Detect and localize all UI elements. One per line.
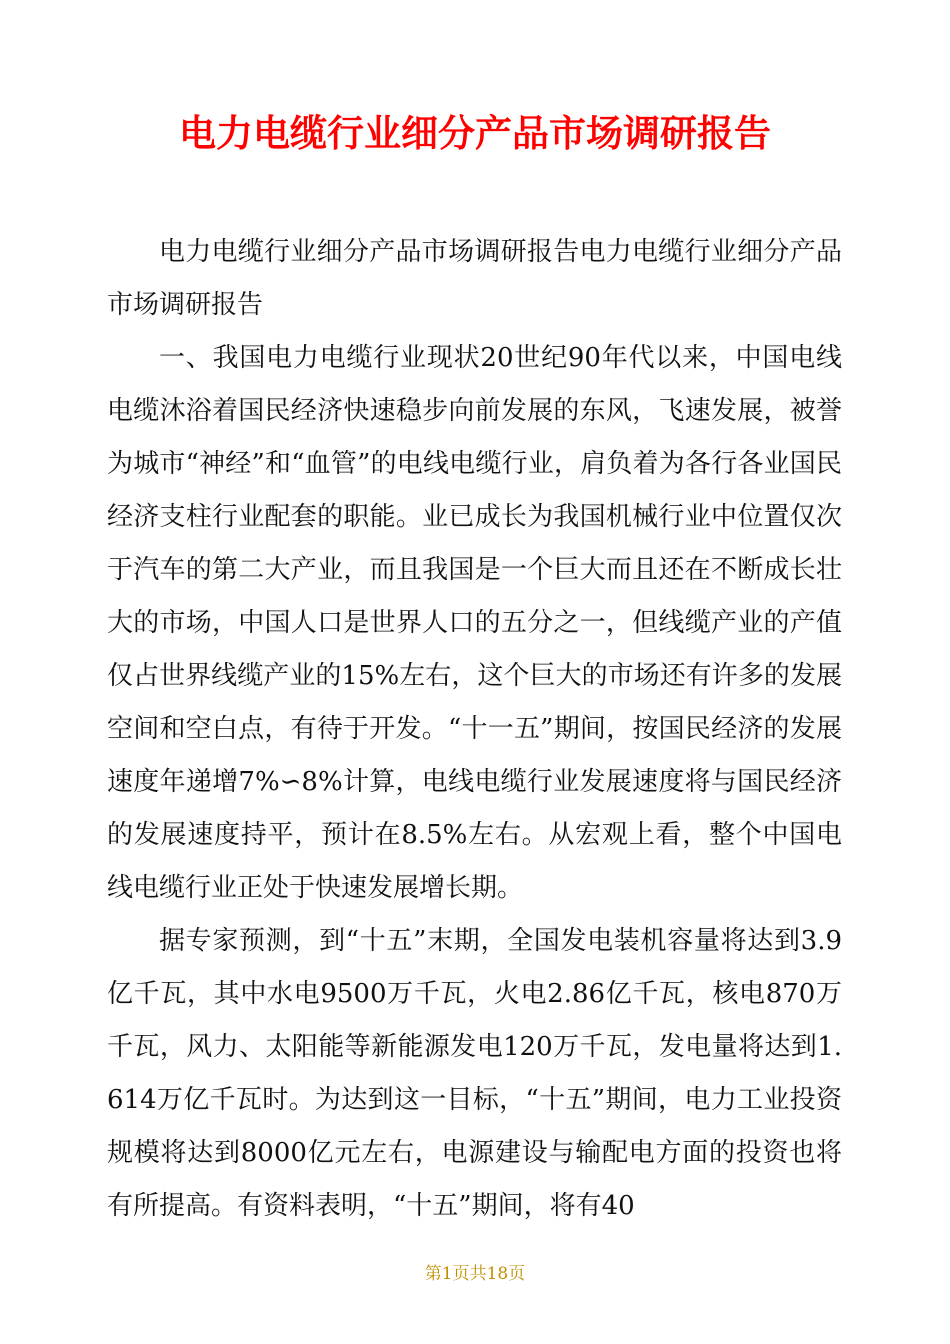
paragraph-industry-status: 一、我国电力电缆行业现状20世纪90年代以来，中国电线电缆沐浴着国民经济快速稳步向前发展的东风，飞速发展，被誉为城市“神经”和“血管”的电线电缆行业，肩负着为各行各业国民经济支柱行业配套的职能。业已成长为我国机械行业中位置仅次于汽车的第二大产业，而且我国是一个巨大而且还在不断成长壮大的市场，中国人口是世界人口的五分之一，但线缆产业的产值仅占世界线缆产业的15%左右，这个巨大的市场还有许多的发展空间和空白点，有待于开发。“十一五”期间，按国民经济的发展速度年递增7%∽8%计算，电线电缆行业发展速度将与国民经济的发展速度持平，预计在8.5%左右。从宏观上看，整个中国电线电缆行业正处于快速发展增长期。 [107, 343, 842, 903]
paragraph-intro: 电力电缆行业细分产品市场调研报告电力电缆行业细分产品市场调研报告 [107, 237, 842, 320]
paragraph-expert-forecast: 据专家预测，到“十五”末期，全国发电装机容量将达到3.9亿千瓦，其中水电9500万千瓦，火电2.86亿千瓦，核电870万千瓦，风力、太阳能等新能源发电120万千瓦，发电量将达到1.614万亿千瓦时。为达到这一目标，“十五”期间，电力工业投资规模将达到8000亿元左右，电源建设与输配电方面的投资也将有所提高。有资料表明，“十五”期间，将有40 [107, 926, 842, 1221]
page-number-footer: 第1页共18页 [424, 1264, 526, 1284]
document-body [107, 226, 842, 1233]
document-title: 电力电缆行业细分产品市场调研报告 [179, 112, 771, 155]
